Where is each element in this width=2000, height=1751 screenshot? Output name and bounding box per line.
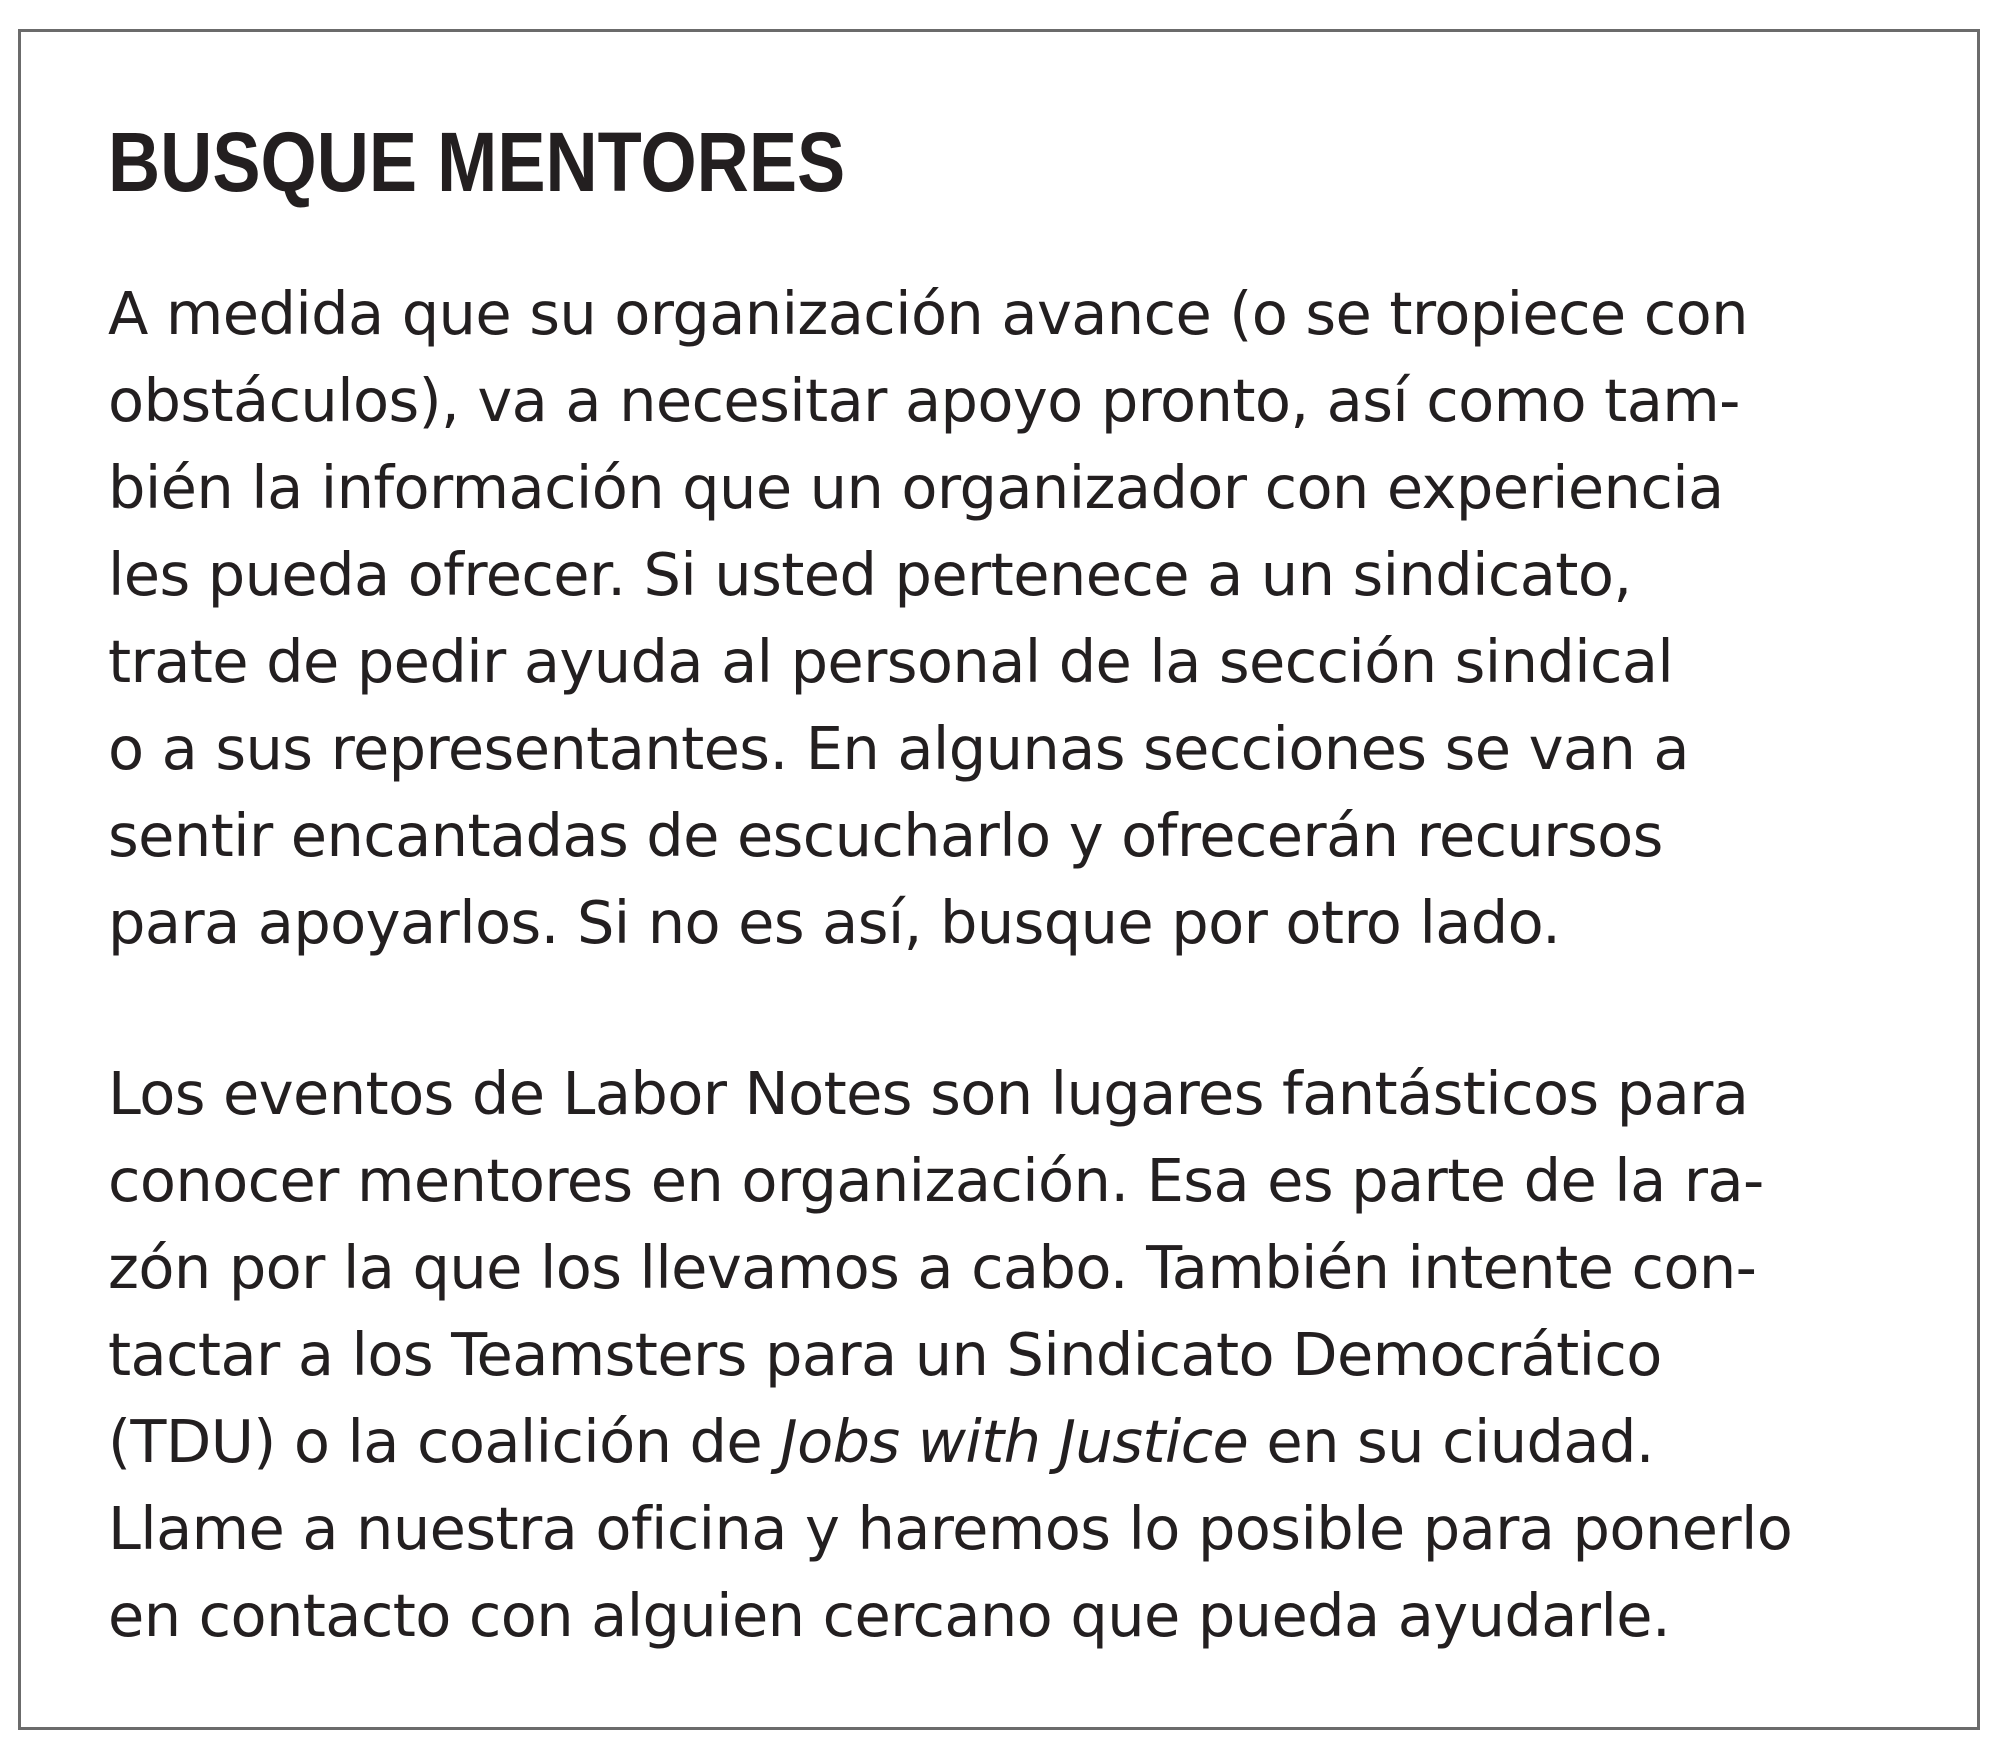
- line-text: (TDU) o la coalición de: [108, 1407, 781, 1476]
- paragraph-1-line: o a sus representantes. En algunas secciones se van a: [108, 714, 1689, 783]
- box-heading: BUSQUE MENTORES: [108, 115, 846, 209]
- paragraph-1-line: para apoyarlos. Si no es así, busque por otro lado.: [108, 888, 1561, 957]
- paragraph-2-line: [108, 1398, 1792, 1485]
- paragraph-2-line: Llame a nuestra oficina y haremos lo posible para ponerlo: [108, 1494, 1793, 1563]
- paragraph-2-line: en contacto con alguien cercano que pueda ayudarle.: [108, 1581, 1671, 1650]
- paragraph-1-line: trate de pedir ayuda al personal de la sección sindical: [108, 627, 1674, 696]
- paragraph-1-line: obstáculos), va a necesitar apoyo pronto, así como tam-: [108, 366, 1740, 435]
- paragraph-2-line: tactar a los Teamsters para un Sindicato Democrático: [108, 1320, 1662, 1389]
- paragraph-2-line: Los eventos de Labor Notes son lugares fantásticos para: [108, 1059, 1749, 1128]
- paragraph-2: [108, 1050, 1792, 1659]
- paragraph-2-line: conocer mentores en organización. Esa es parte de la ra-: [108, 1146, 1764, 1215]
- paragraph-2-line: zón por la que los llevamos a cabo. También intente con-: [108, 1233, 1757, 1302]
- paragraph-1: [108, 270, 1748, 966]
- paragraph-1-line: A medida que su organización avance (o se tropiece con: [108, 279, 1748, 348]
- line-text: en su ciudad.: [1248, 1407, 1654, 1476]
- jobs-with-justice-italic: Jobs with Justice: [780, 1407, 1249, 1476]
- paragraph-1-line: les pueda ofrecer. Si usted pertenece a un sindicato,: [108, 540, 1632, 609]
- paragraph-1-line: bién la información que un organizador con experiencia: [108, 453, 1724, 522]
- paragraph-1-line: sentir encantadas de escucharlo y ofrecerán recursos: [108, 801, 1663, 870]
